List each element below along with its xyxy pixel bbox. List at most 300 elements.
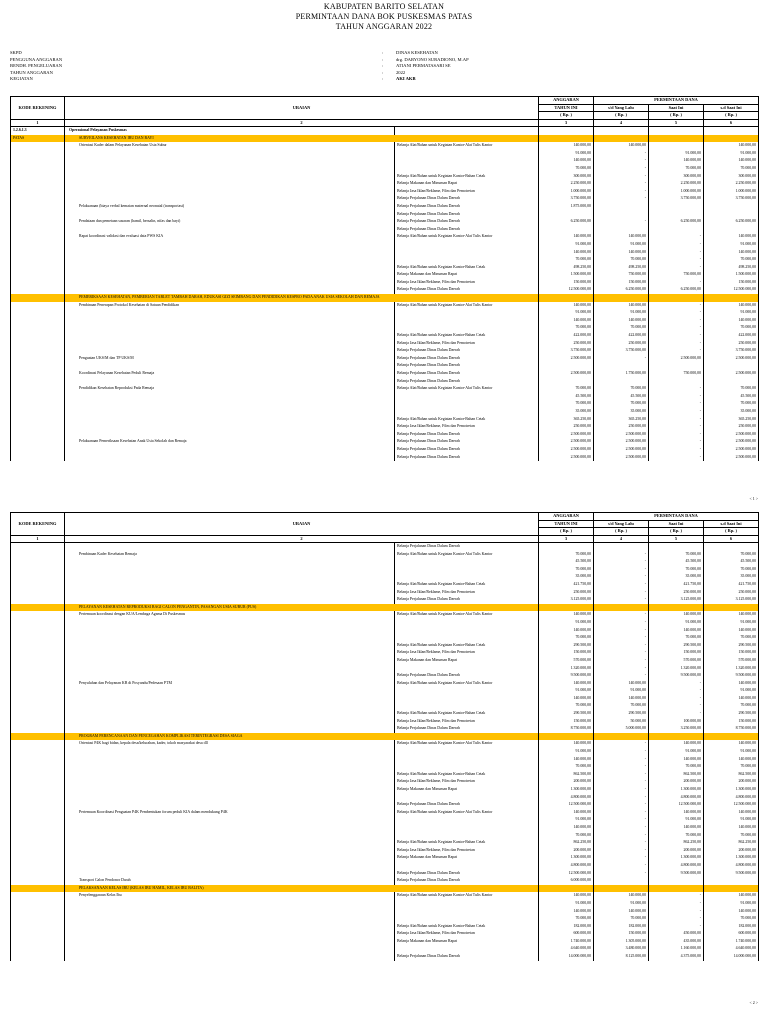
cell-rekening <box>395 619 539 627</box>
cell-amount: 70.000,00 <box>649 551 704 559</box>
cell-uraian <box>65 619 395 627</box>
cell-rekening: Belanja Perjalanan Dinas Dalam Daerah <box>395 672 539 680</box>
cell-amount: 422.000,00 <box>594 332 649 340</box>
cell-amount: - <box>649 892 704 900</box>
cell-amount: - <box>649 332 704 340</box>
cell-amount: 498.250,00 <box>594 264 649 272</box>
cell-uraian <box>65 271 395 279</box>
cell-rekening: Belanja Alat/Bahan untuk Kegiatan Kantor-Alat Tulis Kantor <box>395 302 539 310</box>
table-row <box>11 180 759 188</box>
cell-uraian <box>65 930 395 938</box>
cell-kode <box>11 816 65 824</box>
cell-amount: 421.750,00 <box>649 581 704 589</box>
col-uraian: URAIAN <box>65 513 539 536</box>
cell-uraian <box>65 915 395 923</box>
cell-amount <box>539 294 594 302</box>
cell-amount: - <box>649 702 704 710</box>
meta-value: AKI AKB <box>396 76 416 81</box>
cell-amount: - <box>594 566 649 574</box>
table-row <box>11 203 759 211</box>
table-row <box>11 127 759 135</box>
table-row <box>11 740 759 748</box>
cell-amount: 3.750.000,00 <box>594 347 649 355</box>
cell-amount: 290.500,00 <box>649 642 704 650</box>
cell-amount: 250.000,00 <box>539 589 594 597</box>
table-row <box>11 446 759 454</box>
col-num-6: 6 <box>704 535 759 543</box>
cell-rekening <box>395 393 539 401</box>
cell-rekening: Belanja Perjalanan Dinas Dalam Daerah <box>395 543 539 551</box>
cell-uraian: Orientasi P4K bagi bidan, kepala desa/kelurahan, kader, tokoh masyarakat desa dll <box>65 740 395 748</box>
cell-amount <box>594 203 649 211</box>
cell-amount <box>539 543 594 551</box>
meta-key: KEGIATAN <box>10 76 33 81</box>
cell-amount: 2.500.000,00 <box>594 431 649 439</box>
cell-rekening <box>395 832 539 840</box>
cell-rekening: Belanja Alat/Bahan untuk Kegiatan Kantor-Alat Tulis Kantor <box>395 680 539 688</box>
cell-rekening: Belanja Alat/Bahan untuk Kegiatan Kantor-Bahan Cetak <box>395 771 539 779</box>
cell-amount: - <box>649 695 704 703</box>
cell-kode: PATAS <box>11 135 65 143</box>
table-row <box>11 672 759 680</box>
cell-amount <box>649 211 704 219</box>
table-row <box>11 233 759 241</box>
cell-rekening: Belanja Jasa Iklan/Reklame, Film dan Pemotretan <box>395 778 539 786</box>
cell-amount <box>649 135 704 143</box>
cell-rekening <box>395 816 539 824</box>
cell-rekening <box>395 150 539 158</box>
cell-amount: 140.000,00 <box>594 317 649 325</box>
cell-uraian <box>65 816 395 824</box>
cell-amount: 290.500,00 <box>539 710 594 718</box>
cell-amount: 3.250.000,00 <box>649 725 704 733</box>
col-kode: KODE REKENING <box>11 513 65 536</box>
cell-amount: 70.000,00 <box>704 566 759 574</box>
cell-uraian <box>65 340 395 348</box>
cell-amount: 290.500,00 <box>704 642 759 650</box>
cell-kode <box>11 786 65 794</box>
table-row <box>11 157 759 165</box>
cell-amount <box>649 885 704 893</box>
cell-amount: 9.500.000,00 <box>649 672 704 680</box>
cell-rekening <box>395 157 539 165</box>
cell-uraian <box>65 748 395 756</box>
cell-amount: 70.000,00 <box>704 400 759 408</box>
cell-amount: - <box>649 347 704 355</box>
col-sd-saat-ini: s.d Saat Ini <box>704 520 759 528</box>
cell-amount: 12.500.000,00 <box>704 801 759 809</box>
cell-amount: 91.000,00 <box>704 687 759 695</box>
cell-kode <box>11 309 65 317</box>
cell-amount: 150.000,00 <box>539 279 594 287</box>
table-row <box>11 862 759 870</box>
cell-amount: 140.000,00 <box>594 908 649 916</box>
cell-amount: - <box>594 870 649 878</box>
cell-amount: - <box>594 816 649 824</box>
cell-amount: 1.160.000,00 <box>649 945 704 953</box>
table-row <box>11 710 759 718</box>
cell-amount: 570.000,00 <box>704 657 759 665</box>
cell-amount: 150.000,00 <box>539 718 594 726</box>
table-row <box>11 317 759 325</box>
cell-rekening: Belanja Alat/Bahan untuk Kegiatan Kantor-Bahan Cetak <box>395 710 539 718</box>
cell-amount: 200.000,00 <box>649 778 704 786</box>
cell-amount: 2.500.000,00 <box>704 431 759 439</box>
cell-amount: - <box>594 619 649 627</box>
cell-amount: 140.000,00 <box>704 317 759 325</box>
col-num-5: 5 <box>649 535 704 543</box>
cell-kode <box>11 218 65 226</box>
cell-amount: - <box>594 832 649 840</box>
cell-amount: - <box>649 241 704 249</box>
cell-kode <box>11 226 65 234</box>
cell-amount: 140.000,00 <box>649 611 704 619</box>
cell-amount: 140.000,00 <box>704 627 759 635</box>
cell-uraian <box>65 241 395 249</box>
cell-amount: 70.000,00 <box>704 832 759 840</box>
cell-uraian <box>65 771 395 779</box>
cell-rekening: Belanja Jasa Iklan/Reklame, Film dan Pemotretan <box>395 188 539 196</box>
cell-amount: 1.740.000,00 <box>704 938 759 946</box>
cell-uraian <box>65 634 395 642</box>
table-row <box>11 142 759 150</box>
cell-amount: 100.000,00 <box>649 718 704 726</box>
cell-rekening: Belanja Jasa Iklan/Reklame, Film dan Pemotretan <box>395 649 539 657</box>
cell-rekening <box>395 748 539 756</box>
cell-amount: 45.500,00 <box>704 558 759 566</box>
cell-amount: - <box>649 454 704 462</box>
cell-amount: 140.000,00 <box>539 695 594 703</box>
cell-amount: 35.000,00 <box>704 408 759 416</box>
cell-amount: 1.300.000,00 <box>704 786 759 794</box>
cell-uraian: Pelaksanaan Pemeriksaan Kesehatan Anak Usia Sekolah dan Remaja <box>65 438 395 446</box>
cell-amount: 140.000,00 <box>649 627 704 635</box>
cell-amount: 300.000,00 <box>539 173 594 181</box>
cell-amount: - <box>649 400 704 408</box>
cell-amount: 91.000,00 <box>539 241 594 249</box>
cell-amount: 140.000,00 <box>594 249 649 257</box>
cell-amount: - <box>649 923 704 931</box>
cell-amount: 70.000,00 <box>704 915 759 923</box>
cell-amount: - <box>649 393 704 401</box>
cell-amount <box>594 211 649 219</box>
cell-amount: 9.500.000,00 <box>539 672 594 680</box>
cell-rekening: Belanja Alat/Bahan untuk Kegiatan Kantor-Alat Tulis Kantor <box>395 892 539 900</box>
cell-amount: 35.000,00 <box>704 573 759 581</box>
cell-rekening: Belanja Perjalanan Dinas Dalam Daerah <box>395 438 539 446</box>
table-row <box>11 279 759 287</box>
cell-rekening: Belanja Perjalanan Dinas Dalam Daerah <box>395 725 539 733</box>
cell-uraian <box>65 286 395 294</box>
cell-kode <box>11 324 65 332</box>
cell-kode <box>11 725 65 733</box>
table-row <box>11 900 759 908</box>
table-row <box>11 945 759 953</box>
cell-amount: 140.000,00 <box>539 627 594 635</box>
cell-amount: 35.000,00 <box>649 573 704 581</box>
cell-amount: - <box>594 173 649 181</box>
table-row <box>11 809 759 817</box>
cell-amount: 45.500,00 <box>704 393 759 401</box>
table-row <box>11 870 759 878</box>
cell-rekening: Belanja Makanan dan Minuman Rapat <box>395 854 539 862</box>
cell-amount: 140.000,00 <box>539 756 594 764</box>
cell-amount: 200.000,00 <box>649 847 704 855</box>
cell-amount: 2.500.000,00 <box>649 355 704 363</box>
table-row <box>11 573 759 581</box>
cell-amount: 250.000,00 <box>594 340 649 348</box>
cell-rekening <box>395 309 539 317</box>
table-row <box>11 400 759 408</box>
cell-kode <box>11 953 65 961</box>
cell-amount: 2.250.000,00 <box>539 180 594 188</box>
cell-amount: - <box>594 786 649 794</box>
cell-kode <box>11 566 65 574</box>
cell-rekening: Belanja Alat/Bahan untuk Kegiatan Kantor-Alat Tulis Kantor <box>395 385 539 393</box>
cell-kode <box>11 317 65 325</box>
cell-kode <box>11 286 65 294</box>
table-body-page-2 <box>11 543 759 961</box>
cell-amount: - <box>649 710 704 718</box>
table-row <box>11 892 759 900</box>
table-row <box>11 347 759 355</box>
cell-amount: 140.000,00 <box>704 680 759 688</box>
cell-amount <box>539 378 594 386</box>
cell-rekening <box>395 900 539 908</box>
table-row <box>11 695 759 703</box>
cell-kode <box>11 211 65 219</box>
cell-amount: 91.000,00 <box>704 150 759 158</box>
cell-amount: 8.125.000,00 <box>594 953 649 961</box>
cell-kode <box>11 408 65 416</box>
cell-amount: 4.800.000,00 <box>539 862 594 870</box>
col-rp: ( Rp. ) <box>539 528 594 536</box>
cell-amount: 2.500.000,00 <box>594 446 649 454</box>
table-row <box>11 249 759 257</box>
cell-amount: - <box>649 408 704 416</box>
cell-rekening <box>395 687 539 695</box>
cell-amount: 2.500.000,00 <box>704 446 759 454</box>
cell-amount <box>649 543 704 551</box>
cell-amount: 1.500.000,00 <box>704 271 759 279</box>
cell-amount: - <box>594 150 649 158</box>
cell-amount: - <box>594 551 649 559</box>
cell-amount: 1.500.000,00 <box>539 271 594 279</box>
cell-amount: 140.000,00 <box>539 157 594 165</box>
table-row <box>11 604 759 612</box>
cell-rekening: Belanja Perjalanan Dinas Dalam Daerah <box>395 362 539 370</box>
cell-amount: 140.000,00 <box>704 249 759 257</box>
cell-uraian <box>65 672 395 680</box>
table-row <box>11 718 759 726</box>
table-row <box>11 566 759 574</box>
cell-amount: 150.000,00 <box>539 649 594 657</box>
table-row <box>11 771 759 779</box>
meta-block <box>10 50 469 83</box>
cell-rekening <box>395 794 539 802</box>
cell-amount: - <box>649 309 704 317</box>
cell-amount: - <box>649 908 704 916</box>
cell-amount <box>649 226 704 234</box>
cell-amount <box>704 203 759 211</box>
cell-amount: 4.800.000,00 <box>649 794 704 802</box>
cell-kode <box>11 665 65 673</box>
table-row <box>11 680 759 688</box>
cell-kode <box>11 680 65 688</box>
cell-amount: 70.000,00 <box>539 702 594 710</box>
table-row <box>11 188 759 196</box>
cell-amount <box>704 211 759 219</box>
cell-amount: - <box>649 317 704 325</box>
table-row <box>11 431 759 439</box>
cell-amount: 140.000,00 <box>704 908 759 916</box>
cell-amount: 290.500,00 <box>594 710 649 718</box>
cell-amount: 70.000,00 <box>704 385 759 393</box>
table-row <box>11 953 759 961</box>
cell-kode <box>11 249 65 257</box>
table-row <box>11 294 759 302</box>
cell-kode <box>11 355 65 363</box>
cell-amount: - <box>594 657 649 665</box>
cell-amount: 70.000,00 <box>594 702 649 710</box>
table-row <box>11 218 759 226</box>
table-row <box>11 824 759 832</box>
table-row <box>11 816 759 824</box>
meta-row <box>10 76 469 83</box>
cell-uraian <box>65 362 395 370</box>
meta-key: BENDH. PENGELUARAN <box>10 63 63 68</box>
cell-uraian <box>65 953 395 961</box>
cell-amount: 140.000,00 <box>539 142 594 150</box>
cell-amount: - <box>594 847 649 855</box>
table-row <box>11 264 759 272</box>
cell-amount: - <box>594 763 649 771</box>
cell-kode <box>11 423 65 431</box>
cell-amount: - <box>594 642 649 650</box>
cell-amount: - <box>594 218 649 226</box>
table-row <box>11 324 759 332</box>
cell-rekening <box>395 400 539 408</box>
cell-amount: 250.000,00 <box>704 423 759 431</box>
cell-rekening <box>395 627 539 635</box>
cell-amount <box>704 378 759 386</box>
cell-amount: 140.000,00 <box>649 740 704 748</box>
cell-amount: - <box>649 324 704 332</box>
cell-amount: - <box>594 589 649 597</box>
meta-value: 2022 <box>396 69 406 75</box>
col-anggaran: ANGGARAN <box>539 97 594 105</box>
cell-rekening <box>395 165 539 173</box>
cell-uraian <box>65 642 395 650</box>
meta-colon: : <box>382 56 384 62</box>
table-row <box>11 271 759 279</box>
cell-amount: 182.000,00 <box>704 923 759 931</box>
cell-uraian: Penyuluhan dan Pelayanan KB di Posyandu/Pedesaan PTM <box>65 680 395 688</box>
cell-amount: 300.000,00 <box>649 173 704 181</box>
cell-amount: 70.000,00 <box>539 324 594 332</box>
cell-amount: 70.000,00 <box>539 165 594 173</box>
cell-rekening: Belanja Perjalanan Dinas Dalam Daerah <box>395 347 539 355</box>
cell-amount: 91.000,00 <box>649 748 704 756</box>
cell-rekening: Belanja Alat/Bahan untuk Kegiatan Kantor-Bahan Cetak <box>395 416 539 424</box>
meta-spacer <box>152 76 382 83</box>
cell-amount: 1.000.000,00 <box>649 188 704 196</box>
cell-rekening: Belanja Alat/Bahan untuk Kegiatan Kantor-Bahan Cetak <box>395 839 539 847</box>
cell-amount: 91.000,00 <box>704 241 759 249</box>
cell-amount: 70.000,00 <box>704 634 759 642</box>
table-row <box>11 416 759 424</box>
cell-uraian <box>65 794 395 802</box>
cell-kode <box>11 150 65 158</box>
cell-rekening: Belanja Alat/Bahan untuk Kegiatan Kantor-Bahan Cetak <box>395 642 539 650</box>
cell-rekening <box>395 408 539 416</box>
cell-amount: 140.000,00 <box>594 695 649 703</box>
cell-kode <box>11 801 65 809</box>
cell-amount: 4.640.000,00 <box>539 945 594 953</box>
cell-amount: 70.000,00 <box>594 400 649 408</box>
table-row <box>11 847 759 855</box>
cell-amount: 1.300.000,00 <box>704 854 759 862</box>
cell-uraian <box>65 400 395 408</box>
cell-amount: 421.750,00 <box>704 581 759 589</box>
cell-amount: 91.000,00 <box>539 687 594 695</box>
cell-uraian <box>65 847 395 855</box>
cell-rekening <box>395 665 539 673</box>
cell-amount: 862.500,00 <box>539 771 594 779</box>
cell-rekening <box>395 695 539 703</box>
cell-amount <box>594 733 649 741</box>
cell-uraian <box>65 627 395 635</box>
page-number: < 1 > <box>749 496 758 501</box>
cell-kode <box>11 740 65 748</box>
cell-rekening: Belanja Alat/Bahan untuk Kegiatan Kantor-Alat Tulis Kantor <box>395 551 539 559</box>
table-row <box>11 619 759 627</box>
cell-amount: 35.000,00 <box>594 408 649 416</box>
cell-kode <box>11 543 65 551</box>
table-row <box>11 211 759 219</box>
cell-rekening: Belanja Perjalanan Dinas Dalam Daerah <box>395 370 539 378</box>
cell-kode <box>11 271 65 279</box>
cell-amount: 1.740.000,00 <box>539 938 594 946</box>
cell-amount: 5.000.000,00 <box>594 725 649 733</box>
cell-kode <box>11 938 65 946</box>
cell-rekening: Belanja Alat/Bahan untuk Kegiatan Kantor-Alat Tulis Kantor <box>395 233 539 241</box>
cell-rekening: Belanja Alat/Bahan untuk Kegiatan Kantor-Alat Tulis Kantor <box>395 142 539 150</box>
cell-amount: 750.000,00 <box>649 370 704 378</box>
cell-amount: 250.000,00 <box>704 340 759 348</box>
cell-rekening <box>395 317 539 325</box>
cell-amount: 600.000,00 <box>704 930 759 938</box>
col-sd-saat-ini: s.d Saat Ini <box>704 104 759 112</box>
cell-amount: 1.300.000,00 <box>539 786 594 794</box>
cell-amount: 200.000,00 <box>704 778 759 786</box>
cell-amount: 4.800.000,00 <box>704 862 759 870</box>
table-row <box>11 596 759 604</box>
cell-amount: 70.000,00 <box>594 324 649 332</box>
cell-rekening: Belanja Jasa Iklan/Reklame, Film dan Pemotretan <box>395 340 539 348</box>
col-rp: ( Rp. ) <box>704 112 759 120</box>
cell-amount: 422.000,00 <box>539 332 594 340</box>
col-tahun-ini: TAHUN INI <box>539 104 594 112</box>
cell-uraian <box>65 945 395 953</box>
col-rp: ( Rp. ) <box>594 112 649 120</box>
table-row <box>11 195 759 203</box>
cell-rekening: Belanja Perjalanan Dinas Dalam Daerah <box>395 431 539 439</box>
cell-amount: 140.000,00 <box>704 695 759 703</box>
cell-kode <box>11 923 65 931</box>
cell-amount: 1.300.000,00 <box>649 786 704 794</box>
cell-amount: 3.750.000,00 <box>704 347 759 355</box>
